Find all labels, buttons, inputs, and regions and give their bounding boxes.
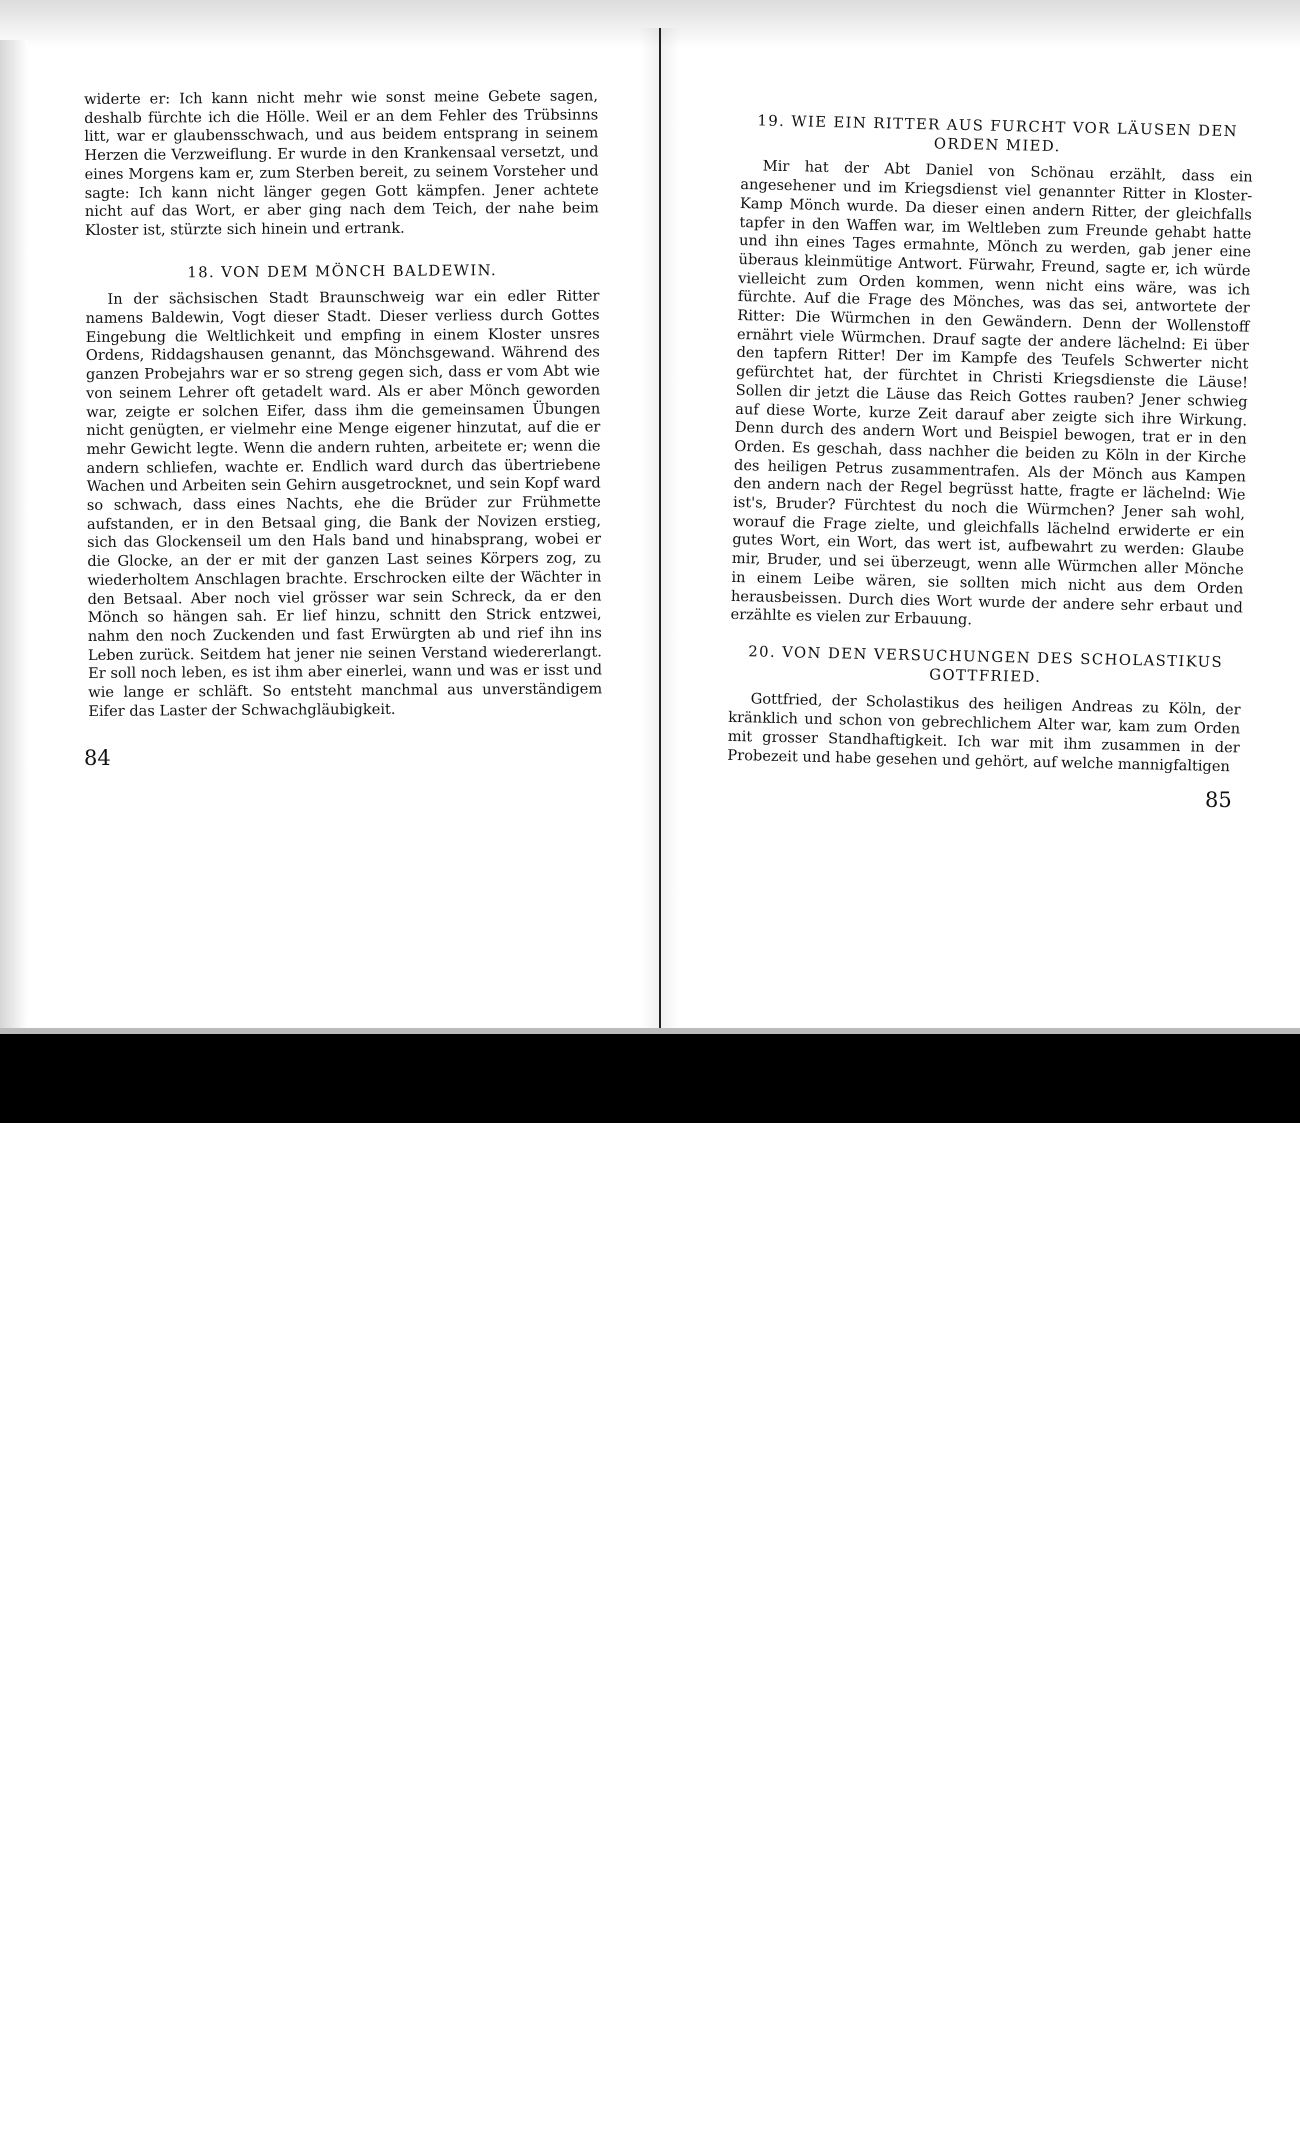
page-number-right: 85 — [1205, 788, 1232, 812]
chapter-19-body: Mir hat der Abt Daniel von Schönau erzählt, dass ein angesehener und im Kriegsdienst viel genannter Ritter in Kloster-Kamp Mönch wurde. Da dieser einen andern Ritter, der gleichfalls tapfer in den Waffen war, im Weltleben zum Freunde gehabt hatte und ihn eines Tages ermahnte, Mönch zu werden, gab jener eine überaus kleinmütige Antwort. Fürwahr, Freund, sagte er, ich würde vielleicht zum Orden kommen, wenn nicht eins wäre, was ich fürchte. Auf die Frage des Mönches, was das sei, antwortete der Ritter: Die Würmchen in den Gewändern. Denn der Wollenstoff ernährt viele Würmchen. Drauf sagte der andere lächelnd: Ei über den tapfern Ritter! Der im Kampfe des Teufels Schwerter nicht gefürchtet hat, der fürchtet in Christi Kriegsdienste die Läuse! Sollen dir jetzt die Läuse das Reich Gottes rauben? Jener schwieg auf diese Worte, kurze Zeit darauf aber zeigte sich ihre Wirkung. Denn durch des andern Wort und Beispiel bewogen, trat er in den Orden. Es geschah, dass nachher die beiden zu Köln in der Kirche des heiligen Petrus zusammentrafen. Als der Mönch aus Kampen den andern nach der Regel begrüsst hatte, fragte er lächelnd: Wie ist's, Bruder? Fürchtest du noch die Würmchen? Jener sah wohl, worauf die Frage zielte, und gleichfalls lächelnd erwiderte er ein gutes Wort, ein Wort, das wert ist, aufbewahrt zu werden: Glaube mir, Bruder, und sei überzeugt, wenn alle Würmchen aller Mönche in einem Leibe wären, sie sollten mich nicht aus dem Orden herausbeissen. Durch dies Wort wurde der andere sehr erbaut und erzählte es vielen zur Erbauung. — [730, 157, 1253, 629]
chapter-20-heading-line2: GOTTFRIED. — [929, 666, 1042, 686]
alamy-logo: alamy — [50, 2077, 235, 2142]
right-page — [727, 112, 1254, 777]
left-page — [84, 87, 602, 721]
chapter-19-heading-line1: 19. WIE EIN RITTER AUS FURCHT VOR LÄUSEN DEN — [757, 112, 1239, 141]
page-number-left: 84 — [84, 746, 111, 770]
chapter-18-body: In der sächsischen Stadt Braunschweig war ein edler Ritter namens Baldewin, Vogt dieser Stadt. Dieser verliess durch Gottes Eingebung die Weltlichkeit und empfing in einem Kloster unsres Ordens, Riddagshausen genannt, das Mönchsgewand. Während des ganzen Probejahrs war er so streng gegen sich, dass er vom Abt wie von seinem Lehrer oft getadelt ward. Als er aber Mönch geworden war, zeigte er solchen Eifer, dass ihm die gemeinsamen Übungen nicht genügten, er vielmehr eine Menge eigener hinzutat, auf die er mehr Gewicht legte. Wenn die andern ruhten, arbeitete er; wenn die andern schliefen, wachte er. Endlich ward durch das übertriebene Wachen und Arbeiten sein Gehirn ausgetrocknet, und sein Kopf ward so schwach, dass eines Nachts, ehe die Brüder zur Frühmette aufstanden, er in den Betsaal ging, die Bank der Novizen erstieg, sich das Glockenseil um den Hals band und hinabsprang, wobei er die Glocke, an der er mit der ganzen Last seines Körpers zog, zu wiederholtem Anschlagen brachte. Erschrocken eilte der Wächter in den Betsaal. Aber noch viel grösser war sein Schreck, da er den Mönch so hängen sah. Er lief hinzu, schnitt den Strick entzwei, nahm den noch Zuckenden und fast Erwürgten ab und rief ihn ins Leben zurück. Seitdem hat jener nie seinen Verstand wiedererlangt. Er soll noch leben, es ist ihm aber einerlei, wann und was er isst und wie lange er schläft. So entsteht manchmal aus unverständigem Eifer das Laster der Schwachgläubigkeit. — [85, 287, 603, 720]
book-spine — [659, 28, 661, 1033]
page-left-shadow — [0, 40, 28, 1030]
stock-image-id: KWW6FN — [1116, 2104, 1244, 2137]
continued-paragraph: widerte er: Ich kann nicht mehr wie sonst meine Gebete sagen, deshalb fürchte ich die Hölle. Weil er an dem Fehler des Trübsinns litt, war er glaubensschwach, und aus beidem entsprang in seinem Herzen die Verzweiflung. Er wurde in den Krankensaal versetzt, und eines Morgens kam er, zum Sterben bereit, zu seinem Vorsteher und sagte: Ich kann nicht länger gegen Gott kämpfen. Jener achtete nicht auf das Wort, er aber ging nach dem Teich, der nahe beim Kloster ist, stürzte sich hinein und ertrank. — [84, 87, 599, 239]
chapter-18-heading: 18. VON DEM MÖNCH BALDEWIN. — [187, 261, 498, 281]
chapter-20-body: Gottfried, der Scholastikus des heiligen Andreas zu Köln, der kränklich und schon von gebrechlichem Alter war, kam zum Orden mit grosser Standhaftigkeit. Ich war mit ihm zusammen in der Probezeit und habe gesehen und gehört, auf welche mannigfaltigen — [727, 690, 1241, 775]
chapter-20-heading-line1: 20. VON DEN VERSUCHUNGEN DES SCHOLASTIKUS — [748, 643, 1224, 672]
watermark-bar — [0, 1034, 1300, 2142]
chapter-19-heading-line2: ORDEN MIED. — [933, 135, 1061, 155]
